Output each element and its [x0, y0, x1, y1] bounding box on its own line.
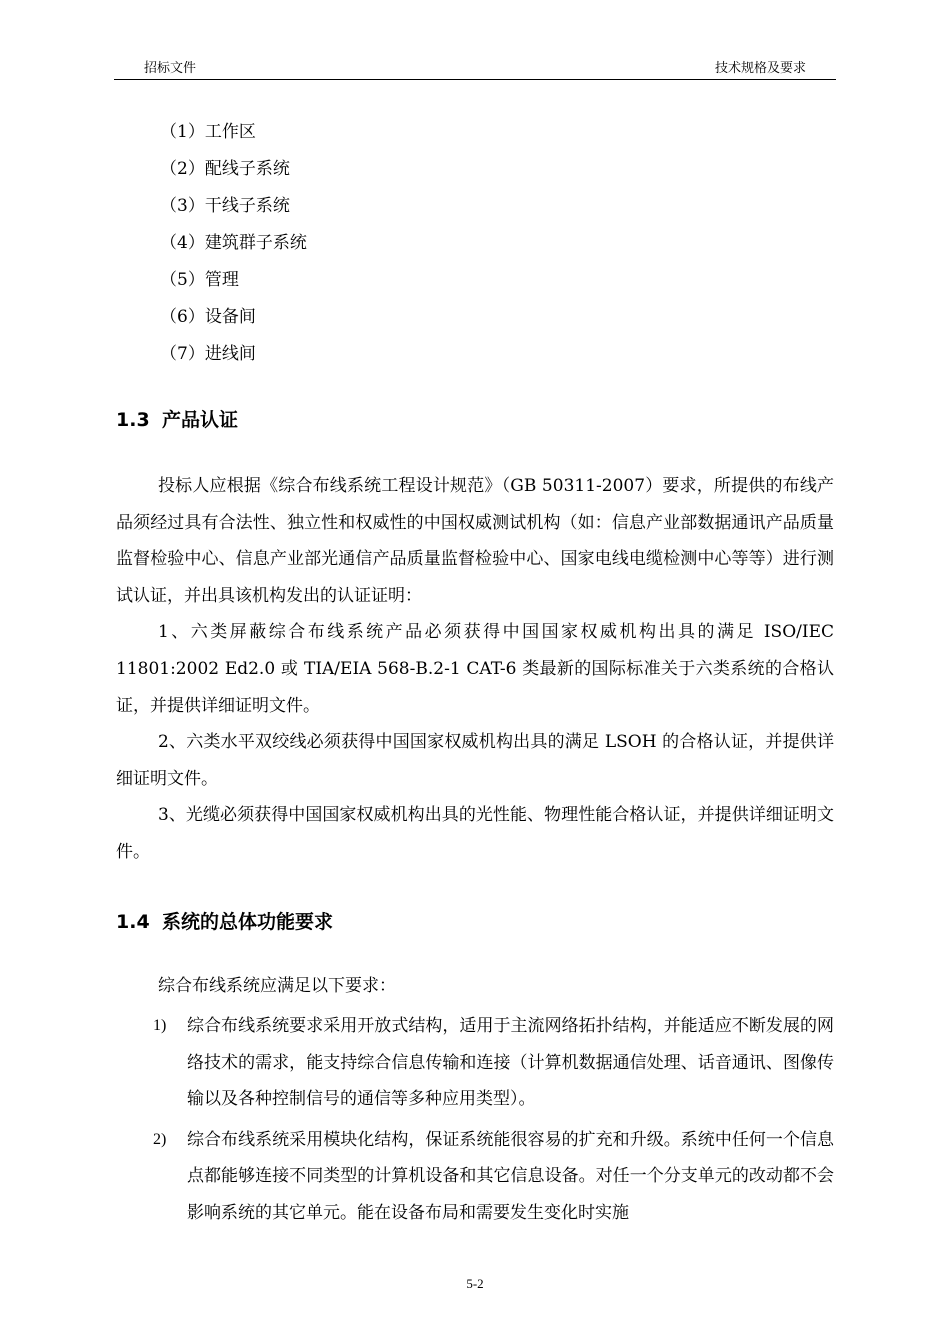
list-item: （3）干线子系统: [160, 196, 290, 216]
requirements-list: [116, 1008, 834, 1232]
page-number: 5-2: [466, 1276, 484, 1291]
section-number: 1.3: [116, 409, 150, 431]
list-item: （4）建筑群子系统: [160, 233, 307, 253]
list-marker: 2): [153, 1130, 167, 1148]
header-right-title: 技术规格及要求: [714, 61, 806, 76]
section-1-4-intro-block: [116, 968, 834, 1005]
section-heading-1-4: [116, 907, 333, 934]
list-item: （7）进线间: [160, 344, 256, 364]
list-item: [116, 1122, 834, 1232]
section-heading-1-3: [116, 405, 238, 432]
section-1-3-body: [116, 468, 834, 871]
certification-item: 2、六类水平双绞线必须获得中国国家权威机构出具的满足 LSOH 的合格认证，并提供详细证明文件。: [116, 732, 834, 789]
list-item-text: 综合布线系统采用模块化结构，保证系统能很容易的扩充和升级。系统中任何一个信息点都能够连接不同类型的计算机设备和其它信息设备。对任一个分支单元的改动都不会影响系统的其它单元。能在设备布局和需要发生变化时实施: [187, 1129, 834, 1223]
list-item: （2）配线子系统: [160, 159, 290, 179]
header-left-title: 招标文件: [144, 61, 197, 76]
page-header: [114, 60, 836, 80]
list-item: （1）工作区: [160, 122, 256, 142]
section-intro: 综合布线系统应满足以下要求：: [158, 976, 396, 996]
certification-item: 3、光缆必须获得中国国家权威机构出具的光性能、物理性能合格认证，并提供详细证明文件。: [116, 805, 834, 862]
section-title: 产品认证: [162, 409, 239, 431]
list-marker: 1): [153, 1017, 167, 1034]
list-item: [116, 1008, 834, 1118]
subsystem-list: [160, 120, 307, 379]
section-title: 系统的总体功能要求: [162, 911, 334, 933]
section-number: 1.4: [116, 911, 150, 933]
certification-item: 1、六类屏蔽综合布线系统产品必须获得中国国家权威机构出具的满足 ISO/IEC 11801:2002 Ed2.0 或 TIA/EIA 568-B.2-1 CAT-6 类最新的国际标准关于六类系统的合格认证，并提供详细证明文件。: [116, 622, 834, 716]
section-intro: 投标人应根据《综合布线系统工程设计规范》（GB 50311-2007）要求，所提供的布线产品须经过具有合法性、独立性和权威性的中国权威测试机构（如：信息产业部数据通讯产品质量监督检验中心、信息产业部光通信产品质量监督检验中心、国家电线电缆检测中心等等）进行测试认证，并出具该机构发出的认证证明：: [116, 476, 834, 606]
list-item-text: 综合布线系统要求采用开放式结构，适用于主流网络拓扑结构，并能适应不断发展的网络技术的需求，能支持综合信息传输和连接（计算机数据通信处理、话音通讯、图像传输以及各种控制信号的通信等多种应用类型）。: [187, 1016, 834, 1110]
list-item: （5）管理: [160, 270, 239, 290]
list-item: （6）设备间: [160, 307, 256, 327]
